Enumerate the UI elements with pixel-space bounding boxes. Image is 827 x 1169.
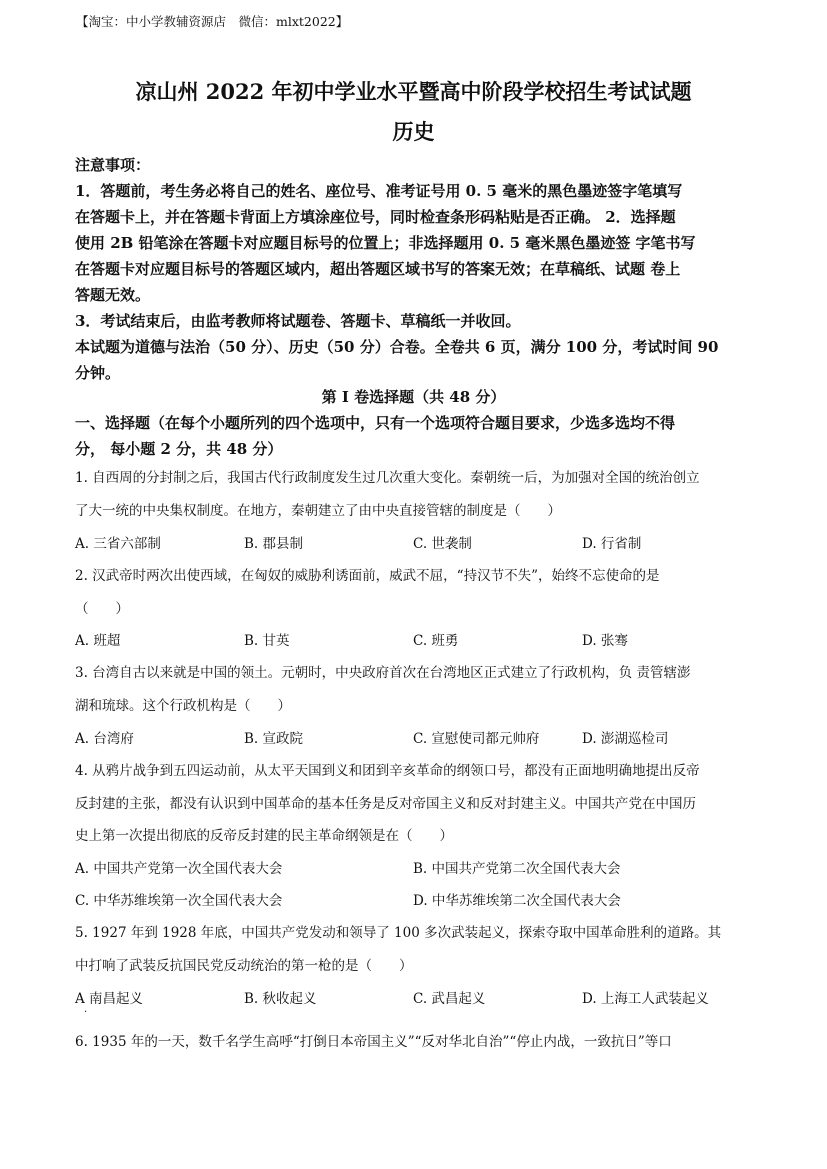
q3-option-c: C. 宣慰使司都元帅府	[413, 731, 540, 747]
q2-option-a: A. 班超	[75, 633, 121, 649]
q2-option-c: C. 班勇	[413, 633, 459, 649]
notice-heading: 注意事项：	[75, 156, 151, 174]
question-5-text: 5. 1927 年到 1928 年底，中国共产党发动和领导了 100 多次武装起义，探索夺取中国革命胜利的道路。其	[75, 925, 722, 941]
question-3-text: 湖和琉球。这个行政机构是（ ）	[75, 698, 291, 714]
q2-option-d: D. 张骞	[582, 633, 628, 649]
question-4-text: 反封建的主张，都没有认识到中国革命的基本任务是反对帝国主义和反对封建主义。中国共产党在中国历	[75, 796, 696, 812]
q5-option-b: B. 秋收起义	[244, 991, 317, 1007]
q4-option-b: B. 中国共产党第二次全国代表大会	[413, 861, 621, 877]
page-header: 【淘宝：中小学教辅资源店 微信：mlxt2022】	[76, 14, 349, 29]
q1-option-c: C. 世袭制	[413, 536, 472, 552]
question-1-text: 1. 自西周的分封制之后，我国古代行政制度发生过几次重大变化。秦朝统一后，为加强对全国的统治创立	[75, 470, 700, 486]
section-title: 第 I 卷选择题（共 48 分）	[321, 388, 506, 406]
question-4-text: 4. 从鸦片战争到五四运动前，从太平天国到义和团到辛亥革命的纲领口号，都没有正面地明确地提出反帝	[75, 763, 700, 779]
notice-line: 在答题卡对应题目标号的答题区域内，超出答题区域书写的答案无效；在草稿纸、试题 卷上	[75, 260, 681, 278]
notice-line: 使用 2B 铅笔涂在答题卡对应题目标号的位置上；非选择题用 0. 5 毫米黑色墨迹签 字笔书写	[75, 234, 696, 252]
q3-option-d: D. 澎湖巡检司	[582, 731, 669, 747]
q3-option-a: A. 台湾府	[75, 731, 134, 747]
notice-line: 本试题为道德与法治（50 分）、历史（50 分）合卷。全卷共 6 页，满分 100 分，考试时间 90	[75, 338, 719, 356]
q5-option-c: C. 武昌起义	[413, 991, 486, 1007]
part-heading: 分， 每小题 2 分，共 48 分）	[75, 440, 283, 458]
q1-option-d: D. 行省制	[582, 536, 642, 552]
q3-option-b: B. 宣政院	[244, 731, 304, 747]
stray-mark: .	[84, 1004, 88, 1015]
q4-option-c: C. 中华苏维埃第一次全国代表大会	[75, 893, 283, 909]
notice-line: 分钟。	[75, 364, 121, 382]
q5-option-d: D. 上海工人武装起义	[582, 991, 709, 1007]
question-2-text: （ ）	[75, 601, 129, 617]
notice-line: 1．答题前，考生务必将自己的姓名、座位号、准考证号用 0. 5 毫米的黑色墨迹签字笔填写	[75, 182, 683, 200]
question-5-text: 中打响了武装反抗国民党反动统治的第一枪的是（ ）	[75, 958, 413, 974]
part-heading: 一、选择题（在每个小题所列的四个选项中，只有一个选项符合题目要求，少选多选均不得	[75, 414, 676, 432]
q2-option-b: B. 甘英	[244, 633, 290, 649]
notice-line: 答题无效。	[75, 286, 151, 304]
notice-line: 3．考试结束后，由监考教师将试题卷、答题卡、草稿纸一并收回。	[75, 312, 521, 330]
question-4-text: 史上第一次提出彻底的反帝反封建的民主革命纲领是在（ ）	[75, 828, 453, 844]
q1-option-a: A. 三省六部制	[75, 536, 161, 552]
q4-option-d: D. 中华苏维埃第二次全国代表大会	[413, 893, 621, 909]
exam-title: 凉山州 2022 年初中学业水平暨高中阶段学校招生考试试题	[135, 79, 692, 104]
question-6-text: 6. 1935 年的一天，数千名学生高呼“打倒日本帝国主义”“反对华北自治”“停止内战，一致抗日”等口	[75, 1034, 672, 1050]
question-2-text: 2. 汉武帝时两次出使西域，在匈奴的威胁利诱面前，威武不屈，“持汉节不失”，始终不忘使命的是	[75, 568, 660, 584]
q4-option-a: A. 中国共产党第一次全国代表大会	[75, 861, 283, 877]
q5-option-a: A 南昌起义	[75, 991, 144, 1007]
question-1-text: 了大一统的中央集权制度。在地方，秦朝建立了由中央直接管辖的制度是（ ）	[75, 503, 561, 519]
notice-line: 在答题卡上，并在答题卡背面上方填涂座位号，同时检查条形码粘贴是否正确。 2．选择题	[75, 208, 676, 226]
q1-option-b: B. 郡县制	[244, 536, 304, 552]
exam-subject: 历史	[392, 119, 435, 144]
question-3-text: 3. 台湾自古以来就是中国的领土。元朝时，中央政府首次在台湾地区正式建立了行政机构，负 责管辖澎	[75, 665, 691, 681]
